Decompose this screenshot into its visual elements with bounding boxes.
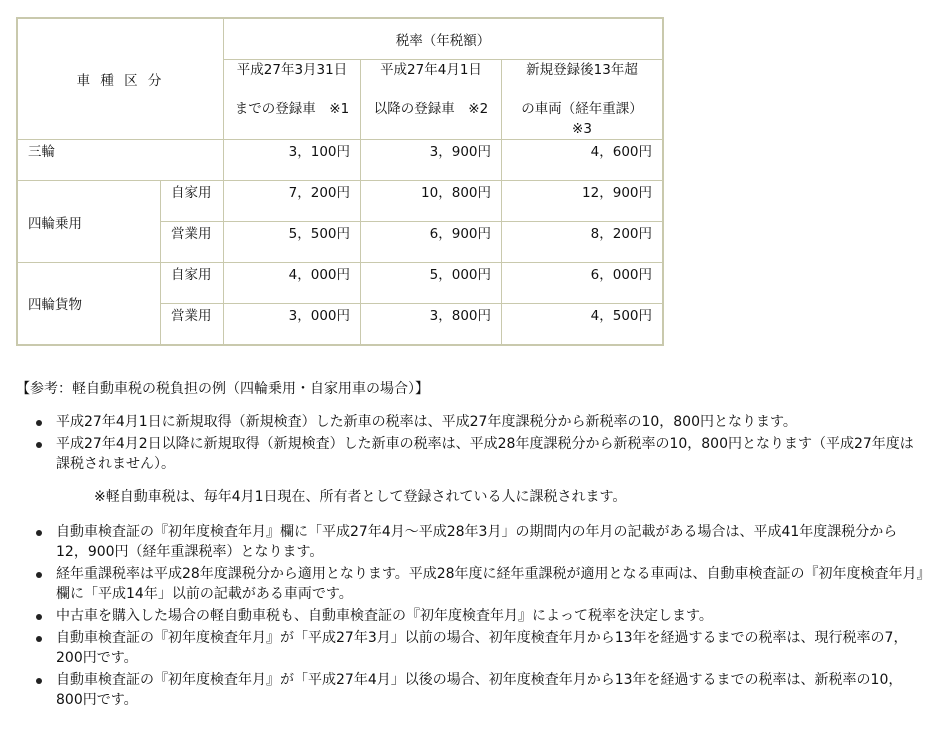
column-header-line: 以降の登録車 ※2	[373, 101, 489, 117]
list-item: 中古車を購入した場合の軽自動車税も、自動車検査証の『初年度検査年月』によって税率を決定します。	[16, 606, 926, 626]
table-cell: 4，600円	[502, 140, 664, 181]
list-item: 経年重課税率は平成28年度課税分から適用となります。平成28年度に経年重課税が適用となる車両は、自動車検査証の『初年度検査年月』欄に「平成14年」以前の記載がある車両です。	[16, 564, 926, 604]
column-header-line: までの登録車 ※1	[234, 101, 350, 117]
tax-rate-table	[16, 17, 664, 346]
table-cell: 3，900円	[361, 140, 502, 181]
table-cell: 3，000円	[224, 304, 361, 345]
table-cell: 10，800円	[361, 181, 502, 222]
table-cell: 3，100円	[224, 140, 361, 181]
row-label-three-wheel: 三輪	[17, 140, 224, 181]
row-label-passenger: 四輪乗用	[17, 181, 161, 263]
table-cell: 8，200円	[502, 222, 664, 263]
column-header-line: 平成27年4月1日	[380, 62, 482, 78]
table-cell: 5，000円	[361, 263, 502, 304]
column-header-line: の車両（経年重課）※3	[521, 101, 643, 137]
table-cell: 12，900円	[502, 181, 664, 222]
notes-section	[16, 378, 926, 712]
table-cell: 4，500円	[502, 304, 664, 345]
row-sublabel-commercial: 営業用	[161, 304, 224, 345]
table-cell: 6，900円	[361, 222, 502, 263]
detail-list	[16, 522, 926, 710]
table-cell: 3，800円	[361, 304, 502, 345]
table-cell: 5，500円	[224, 222, 361, 263]
list-item: 自動車検査証の『初年度検査年月』が「平成27年4月」以後の場合、初年度検査年月から13年を経過するまでの税率は、新税率の10，800円です。	[16, 670, 926, 710]
table-row	[17, 263, 663, 304]
category-header: 車 種 区 分	[17, 18, 224, 140]
table-cell: 7，200円	[224, 181, 361, 222]
notes-heading: 【参考：軽自動車税の税負担の例（四輪乗用・自家用車の場合）】	[16, 381, 429, 397]
column-header-before	[224, 60, 361, 140]
row-label-freight: 四輪貨物	[17, 263, 161, 345]
column-header-after	[361, 60, 502, 140]
tax-rate-header: 税率（年税額）	[224, 18, 664, 60]
column-header-line: 平成27年3月31日	[236, 62, 348, 78]
example-list	[16, 412, 926, 474]
row-sublabel-private: 自家用	[161, 181, 224, 222]
list-item: 平成27年4月1日に新規取得（新規検査）した新車の税率は、平成27年度課税分から新税率の10，800円となります。	[16, 412, 926, 432]
list-item: 自動車検査証の『初年度検査年月』欄に「平成27年4月～平成28年3月」の期間内の年月の記載がある場合は、平成41年度課税分から12，900円（経年重課税率）となります。	[16, 522, 926, 562]
column-header-line: 新規登録後13年超	[526, 62, 638, 78]
table-cell: 6，000円	[502, 263, 664, 304]
row-sublabel-private: 自家用	[161, 263, 224, 304]
table-row	[17, 140, 663, 181]
list-item: 自動車検査証の『初年度検査年月』が「平成27年3月」以前の場合、初年度検査年月から13年を経過するまでの税率は、現行税率の7，200円です。	[16, 628, 926, 668]
table-cell: 4，000円	[224, 263, 361, 304]
table-row	[17, 181, 663, 222]
row-sublabel-commercial: 営業用	[161, 222, 224, 263]
list-item: 平成27年4月2日以降に新規取得（新規検査）した新車の税率は、平成28年度課税分から新税率の10，800円となります（平成27年度は課税されません）。	[16, 434, 926, 474]
remark-note: ※軽自動車税は、毎年4月1日現在、所有者として登録されている人に課税されます。	[94, 489, 627, 505]
column-header-aged	[502, 60, 664, 140]
